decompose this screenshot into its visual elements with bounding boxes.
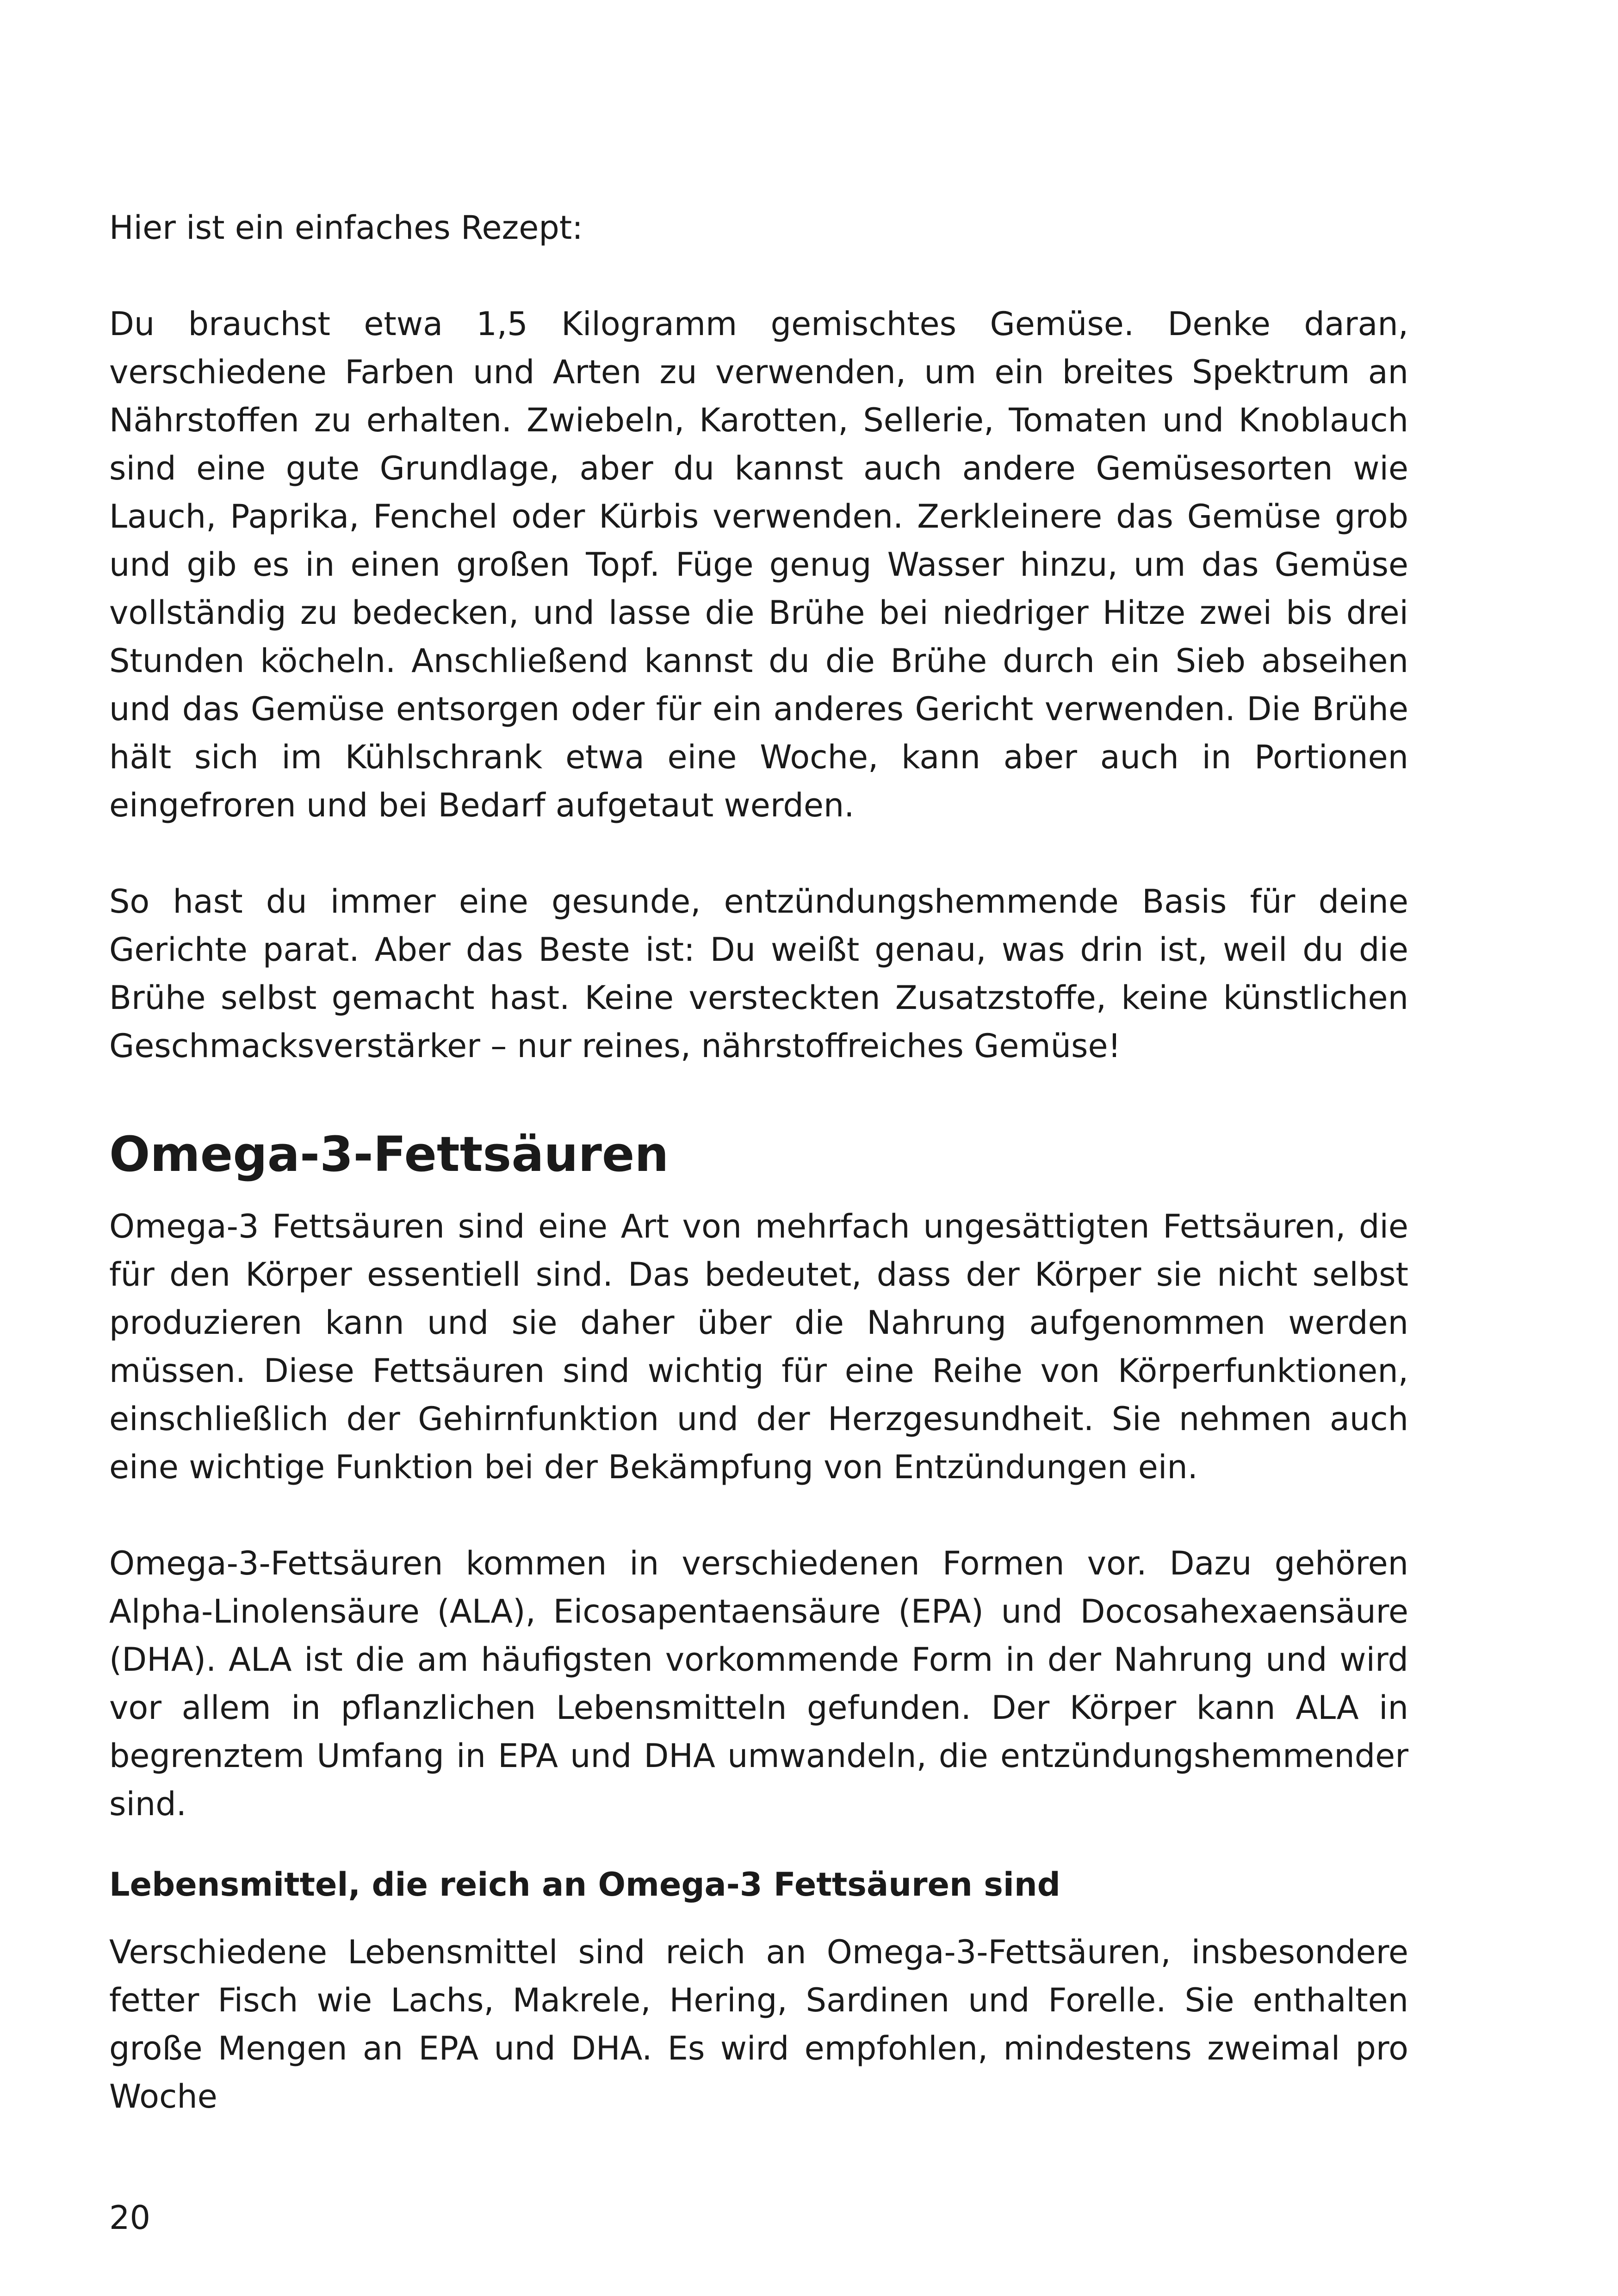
page-content [109,204,1408,2121]
paragraph-broth-benefits: So hast du immer eine gesunde, entzündungshemmende Basis für deine Gerichte parat. Aber das Beste ist: Du weißt genau, was drin ist, weil du die Brühe selbst gemacht hast. Keine versteckten Zusatzstoffe, keine künstlichen Geschmacksverstärker – nur reines, nährstoffreiches Gemüse! [109,883,1408,1065]
paragraph-omega3-forms: Omega-3-Fettsäuren kommen in verschiedenen Formen vor. Dazu gehören Alpha-Linolensäure (ALA), Eicosapentaensäure (EPA) und Docosahexaensäure (DHA). ALA ist die am häufigsten vorkommende Form in der Nahrung und wird vor allem in pflanzlichen Lebensmitteln gefunden. Der Körper kann ALA in begrenztem Umfang in EPA und DHA umwandeln, die entzündungshemmender sind. [109,1544,1408,1823]
subheading-omega3-foods: Lebensmittel, die reich an Omega-3 Fettsäuren sind [109,1866,1060,1904]
paragraph-recipe-instructions: Du brauchst etwa 1,5 Kilogramm gemischtes Gemüse. Denke daran, verschiedene Farben und Arten zu verwenden, um ein breites Spektrum an Nährstoffen zu erhalten. Zwiebeln, Karotten, Sellerie, Tomaten und Knoblauch sind eine gute Grundlage, aber du kannst auch andere Gemüsesorten wie Lauch, Paprika, Fenchel oder Kürbis verwenden. Zerkleinere das Gemüse grob und gib es in einen großen Topf. Füge genug Wasser hinzu, um das Gemüse vollständig zu bedecken, und lasse die Brühe bei niedriger Hitze zwei bis drei Stunden köcheln. Anschließend kannst du die Brühe durch ein Sieb abseihen und das Gemüse entsorgen oder für ein anderes Gericht verwenden. Die Brühe hält sich im Kühlschrank etwa eine Woche, kann aber auch in Portionen eingefroren und bei Bedarf aufgetaut werden. [109,305,1408,824]
paragraph-recipe-intro: Hier ist ein einfaches Rezept: [109,209,583,247]
page-number: 20 [109,2199,151,2237]
section-heading-omega3: Omega-3-Fettsäuren [109,1126,669,1182]
paragraph-omega3-foods: Verschiedene Lebensmittel sind reich an Omega-3-Fettsäuren, insbesondere fetter Fisch wie Lachs, Makrele, Hering, Sardinen und Forelle. Sie enthalten große Mengen an EPA und DHA. Es wird empfohlen, mindestens zweimal pro Woche [109,1933,1408,2116]
paragraph-omega3-definition: Omega-3 Fettsäuren sind eine Art von mehrfach ungesättigten Fettsäuren, die für den Körper essentiell sind. Das bedeutet, dass der Körper sie nicht selbst produzieren kann und sie daher über die Nahrung aufgenommen werden müssen. Diese Fettsäuren sind wichtig für eine Reihe von Körperfunktionen, einschließlich der Gehirnfunktion und der Herzgesundheit. Sie nehmen auch eine wichtige Funktion bei der Bekämpfung von Entzündungen ein. [109,1207,1408,1486]
